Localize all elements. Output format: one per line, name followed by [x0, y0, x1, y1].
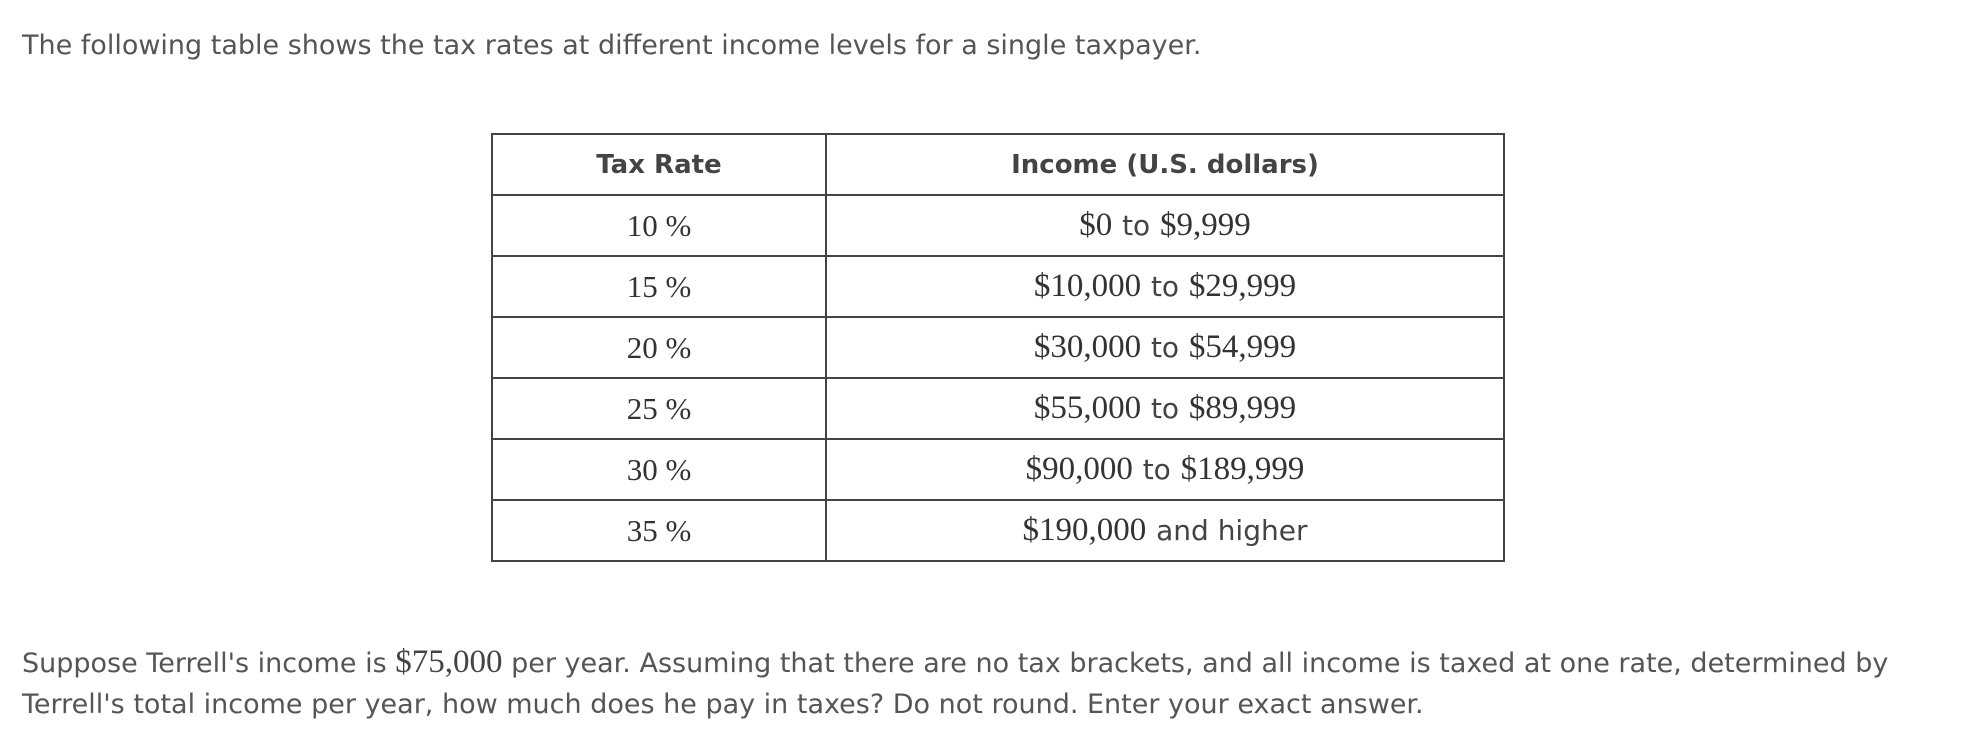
income-low: $190,000: [1022, 512, 1147, 548]
header-tax-rate: Tax Rate: [492, 134, 826, 195]
header-income: Income (U.S. dollars): [826, 134, 1504, 195]
income-high: $189,999: [1180, 451, 1305, 487]
tax-rate-cell: 20 %: [492, 317, 826, 378]
tax-rate-cell: 30 %: [492, 439, 826, 500]
table-row: [492, 256, 1504, 317]
income-low: $0: [1079, 207, 1113, 243]
income-low: $90,000: [1025, 451, 1133, 487]
income-range-cell: [826, 195, 1504, 256]
question-amount: $75,000: [395, 644, 503, 680]
income-range-cell: [826, 378, 1504, 439]
table-row: [492, 195, 1504, 256]
tax-rate-cell: 25 %: [492, 378, 826, 439]
tax-rate-cell: 10 %: [492, 195, 826, 256]
table-row: [492, 317, 1504, 378]
income-low: $55,000: [1033, 390, 1142, 426]
income-high: $9,999: [1160, 207, 1251, 243]
intro-text: The following table shows the tax rates at different income levels for a single taxpayer.: [22, 30, 1202, 61]
table-row: [492, 439, 1504, 500]
tax-rate-cell: 35 %: [492, 500, 826, 561]
income-range-cell: [826, 500, 1504, 561]
income-high: $54,999: [1188, 329, 1297, 365]
question-before: Suppose Terrell's income is: [22, 648, 396, 679]
question-text: [22, 642, 1962, 725]
income-joiner: to: [1150, 270, 1180, 303]
income-joiner: to: [1150, 331, 1180, 364]
income-joiner: to: [1150, 392, 1180, 425]
income-joiner: to: [1142, 453, 1171, 486]
income-joiner: and higher: [1156, 514, 1308, 547]
income-low: $30,000: [1033, 329, 1142, 365]
income-range-cell: [826, 256, 1504, 317]
income-range-cell: [826, 317, 1504, 378]
table-row: [492, 500, 1504, 561]
tax-rate-table: [491, 133, 1505, 562]
table-header-row: [492, 134, 1504, 195]
income-range-cell: [826, 439, 1504, 500]
tax-rate-cell: 15 %: [492, 256, 826, 317]
income-high: $29,999: [1188, 268, 1297, 304]
income-joiner: to: [1122, 209, 1151, 242]
income-low: $10,000: [1033, 268, 1142, 304]
income-high: $89,999: [1188, 390, 1297, 426]
question-after: per year. Assuming that there are no tax brackets, and all income is taxed at one rate, determined by Terrell's total income per year, how much does he pay in taxes? Do not round. Enter your exact answer.: [22, 648, 1889, 720]
table-row: [492, 378, 1504, 439]
